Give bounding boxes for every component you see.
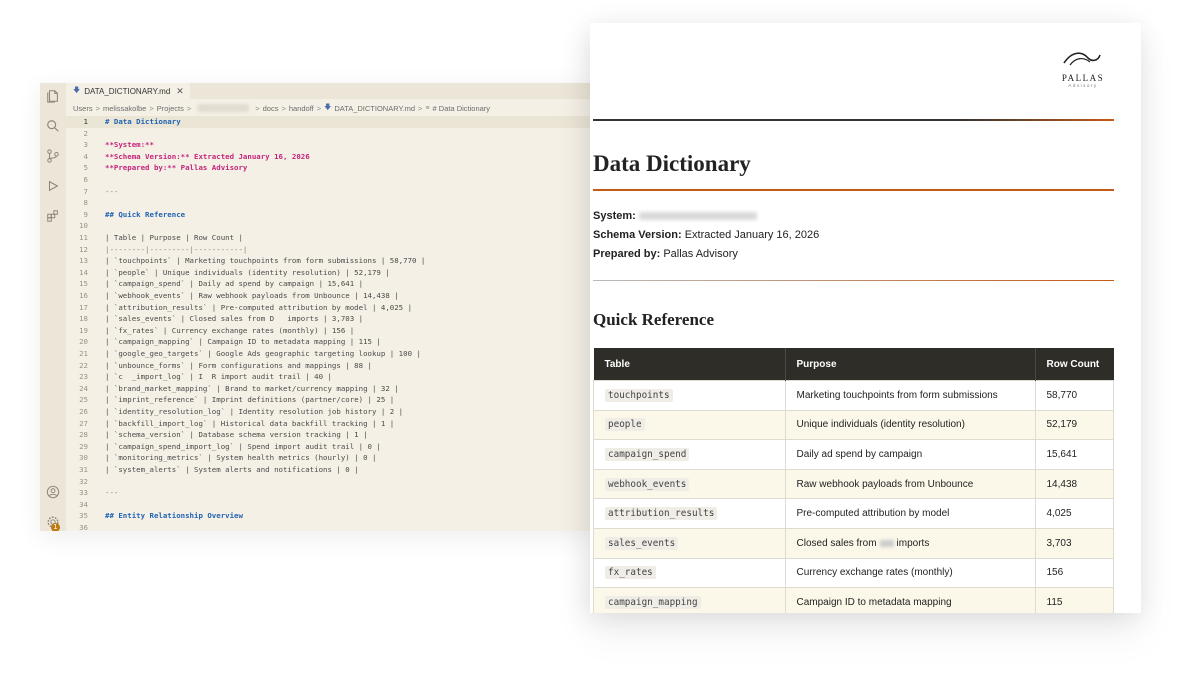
line-text: **Schema Version:** Extracted January 16, 2026 [105,151,310,161]
search-icon[interactable] [40,115,66,137]
line-number: 27 [79,418,88,428]
purpose-cell [785,469,1035,499]
page-title: Data Dictionary [593,151,751,176]
line-text: **System:** [105,140,154,150]
line-number: 24 [79,383,88,393]
breadcrumb-item[interactable]: melissakolbe [102,103,147,113]
code-line[interactable] [66,476,592,488]
purpose-text: Currency exchange rates (monthly) [796,567,953,579]
line-text: **Prepared by:** Pallas Advisory [105,163,248,173]
line-text: | `imprint_reference` | Imprint definitions (partner/core) | 25 | [105,395,395,405]
breadcrumb-item[interactable]: handoff [288,103,314,113]
purpose-cell [785,528,1035,558]
chevron-right-icon: > [316,103,322,113]
code-line[interactable] [66,128,592,140]
line-number: 16 [79,291,88,300]
logo-subtitle: Advisory [1068,83,1098,88]
purpose-text: Closed sales from [796,537,877,549]
line-number: 31 [79,465,88,474]
line-number: 14 [79,267,88,277]
line-text: | `backfill_import_log` | Historical data backfill tracking | 1 | [105,418,395,428]
line-text: | `people` | Unique individuals (identity resolution) | 52,179 | [105,267,390,277]
document-preview [590,23,1141,613]
tab-bar [66,83,592,99]
code-line[interactable] [66,162,592,174]
line-text: | `fx_rates` | Currency exchange rates (monthly) | 156 | [105,325,355,335]
chevron-right-icon: > [418,103,423,113]
pallas-logo [1053,49,1113,89]
chevron-right-icon: > [255,103,260,113]
chevron-right-icon: > [149,103,154,113]
line-text: --- [105,186,119,196]
redacted-folder [197,104,249,112]
divider [593,189,1114,191]
row-count-cell: 58,770 [1035,381,1114,411]
line-text: ## Entity Relationship Overview [105,511,243,521]
source-control-icon[interactable] [40,145,66,167]
line-number: 23 [79,372,88,382]
table-row [594,381,1114,411]
notification-badge: 1 [51,523,60,531]
extensions-icon[interactable] [40,205,66,227]
line-text: | `attribution_results` | Pre-computed attribution by model | 4,025 | [105,302,413,312]
markdown-file-icon: 🡇 [324,103,332,111]
purpose-cell [785,499,1035,529]
line-text: | `c _import_log` | I R import audit trail | 40 | [105,372,332,382]
line-number: 1 [83,117,88,126]
line-text: | Table | Purpose | Row Count | [105,233,243,242]
table-name-cell [594,410,786,440]
line-text: | `schema_version` | Database schema version tracking | 1 | [105,430,368,440]
line-number: 7 [83,186,88,196]
row-count-cell: 3,703 [1035,528,1114,558]
line-number: 9 [83,209,88,219]
line-text: | `brand_market_mapping` | Brand to market/currency mapping | 32 | [105,383,399,393]
symbol-string-icon: ≡ [425,104,430,112]
table-header-row [594,348,1114,381]
line-number: 3 [83,140,88,150]
meta-system [593,210,757,222]
row-count-cell: 14,438 [1035,469,1114,499]
table-name-cell [594,528,786,558]
code-line[interactable] [66,499,592,511]
line-number: 35 [79,511,88,521]
code-line[interactable] [66,302,592,314]
line-text: | `unbounce_forms` | Form configurations and mappings | 88 | [105,360,372,370]
breadcrumb-item[interactable]: DATA_DICTIONARY.md [334,103,416,113]
purpose-cell [785,440,1035,470]
close-icon[interactable]: ✕ [176,85,184,96]
line-number: 19 [79,325,88,335]
line-number: 22 [79,360,88,370]
breadcrumb-item[interactable]: docs [262,103,279,113]
line-text: | `monitoring_metrics` | System health metrics (hourly) | 0 | [105,453,377,463]
line-number: 20 [79,337,88,347]
inline-code: sales_events [605,537,678,550]
inline-code: webhook_events [605,478,689,491]
column-header: Row Count [1035,348,1114,381]
inline-code: fx_rates [605,566,656,579]
line-text: ## Quick Reference [105,209,186,219]
code-line[interactable] [66,290,592,302]
line-text: | `sales_events` | Closed sales from D imports | 3,703 | [105,314,364,324]
line-number: 29 [79,441,88,451]
line-number: 12 [79,244,88,254]
line-text: | `campaign_mapping` | Campaign ID to metadata mapping | 115 | [105,337,381,347]
code-line[interactable] [66,418,592,430]
breadcrumb [73,102,490,114]
table-name-cell [594,588,786,613]
line-number: 13 [79,256,88,266]
code-line[interactable] [66,487,592,499]
purpose-text: Marketing touchpoints from form submissions [796,389,998,401]
line-text: --- [105,488,119,498]
purpose-cell [785,410,1035,440]
code-line[interactable] [66,232,592,244]
line-number: 18 [79,314,88,324]
code-line[interactable] [66,139,592,151]
code-line[interactable] [66,360,592,372]
line-text: | `system_alerts` | System alerts and notifications | 0 | [105,465,359,474]
line-number: 28 [79,430,88,440]
line-text: # Data Dictionary [105,117,181,126]
line-text: | `touchpoints` | Marketing touchpoints from form submissions | 58,770 | [105,256,426,266]
code-line[interactable] [66,209,592,221]
code-line[interactable] [66,371,592,383]
chevron-right-icon: > [95,103,100,113]
meta-value: Extracted January 16, 2026 [684,229,820,241]
meta-prepared [593,248,738,260]
breadcrumb-item[interactable]: # Data Dictionary [432,103,491,113]
line-number: 6 [83,175,88,184]
code-line[interactable] [66,348,592,360]
code-line[interactable] [66,151,592,163]
table-name-cell [594,499,786,529]
table-row [594,528,1114,558]
meta-schema [593,229,819,241]
line-number: 25 [79,395,88,405]
table-name-cell [594,558,786,588]
purpose-cell [785,558,1035,588]
code-line[interactable] [66,336,592,348]
code-line[interactable] [66,325,592,337]
line-number: 33 [79,488,88,498]
line-text: | `campaign_spend_import_log` | Spend import audit trail | 0 | [105,441,381,451]
chevron-right-icon: > [281,103,286,113]
purpose-text: Pre-computed attribution by model [796,508,950,520]
code-line[interactable] [66,197,592,209]
code-line[interactable] [66,452,592,464]
table-name-cell [594,381,786,411]
breadcrumb-item[interactable]: Users [73,103,93,113]
code-line[interactable] [66,441,592,453]
line-number: 36 [79,523,88,531]
code-line[interactable] [66,394,592,406]
table-row [594,499,1114,529]
line-text: |--------|---------|-----------| [105,244,248,254]
row-count-cell: 15,641 [1035,440,1114,470]
inline-code: people [605,418,645,431]
code-line[interactable] [66,244,592,256]
meta-label: System: [593,210,636,222]
purpose-text: Daily ad spend by campaign [796,448,923,460]
code-line[interactable] [66,278,592,290]
inline-code: attribution_results [605,507,717,520]
line-number: 30 [79,453,88,463]
code-line[interactable] [66,220,592,232]
line-text: | `campaign_spend` | Daily ad spend by campaign | 15,641 | [105,279,364,289]
line-number: 11 [79,233,88,242]
row-count-cell: 115 [1035,588,1114,613]
quick-reference-table [593,348,1114,613]
meta-label: Prepared by: [593,248,661,260]
table-name-cell [594,469,786,499]
tab-data-dictionary[interactable] [66,83,190,99]
inline-code: campaign_mapping [605,596,701,609]
logo-mark-icon [1062,49,1104,67]
inline-code: campaign_spend [605,448,689,461]
code-line[interactable] [66,313,592,325]
meta-value: Pallas Advisory [663,248,738,260]
code-line[interactable] [66,186,592,198]
line-number: 17 [79,302,88,312]
activity-bar [40,83,66,531]
table-row [594,588,1114,613]
table-name-cell [594,440,786,470]
code-editor-window [40,83,592,531]
code-line[interactable] [66,510,592,522]
meta-label: Schema Version: [593,229,682,241]
table-row [594,558,1114,588]
files-icon[interactable] [40,85,66,107]
code-line[interactable] [66,522,592,531]
purpose-cell [785,381,1035,411]
column-header: Table [594,348,786,381]
divider [593,119,1114,121]
line-text: | `google_geo_targets` | Google Ads geographic targeting lookup | 100 | [105,349,421,358]
table-row [594,469,1114,499]
breadcrumb-item[interactable]: Projects [156,103,184,113]
inline-code: touchpoints [605,389,673,402]
section-title: Quick Reference [593,310,715,329]
line-number: 8 [83,198,88,208]
purpose-text: Campaign ID to metadata mapping [796,596,952,608]
line-number: 5 [83,163,88,173]
logo-name: PALLAS [1061,73,1105,83]
code-line[interactable] [66,383,592,395]
line-text: | `identity_resolution_log` | Identity resolution job history | 2 | [105,407,404,416]
code-line[interactable] [66,429,592,441]
code-line[interactable] [66,255,592,267]
code-line[interactable] [66,267,592,279]
line-number: 10 [79,221,88,231]
column-header: Purpose [785,348,1035,381]
line-text: | `webhook_events` | Raw webhook payloads from Unbounce | 14,438 | [105,291,399,300]
row-count-cell: 52,179 [1035,410,1114,440]
run-debug-icon[interactable] [40,175,66,197]
code-line[interactable] [66,116,592,128]
code-area[interactable] [66,116,592,531]
line-number: 32 [79,476,88,486]
row-count-cell: 4,025 [1035,499,1114,529]
code-line[interactable] [66,406,592,418]
chevron-right-icon: > [186,103,192,113]
table-row [594,410,1114,440]
settings-gear-icon[interactable] [40,511,66,531]
line-number: 21 [79,349,88,358]
purpose-cell [785,588,1035,613]
line-number: 4 [83,151,88,161]
code-line[interactable] [66,174,592,186]
code-line[interactable] [66,464,592,476]
purpose-text: Raw webhook payloads from Unbounce [796,478,974,490]
divider [593,280,1114,281]
row-count-cell: 156 [1035,558,1114,588]
line-number: 34 [79,499,88,509]
line-number: 15 [79,279,88,289]
account-icon[interactable] [40,481,66,503]
purpose-suffix: imports [896,537,930,549]
tab-label: DATA_DICTIONARY.md [84,86,171,96]
line-number: 2 [83,128,88,138]
redacted-text [880,540,894,547]
table-row [594,440,1114,470]
markdown-file-icon: 🡇 [73,86,81,94]
redacted-system-name [639,212,757,220]
purpose-text: Unique individuals (identity resolution) [796,419,965,431]
line-number: 26 [79,407,88,416]
